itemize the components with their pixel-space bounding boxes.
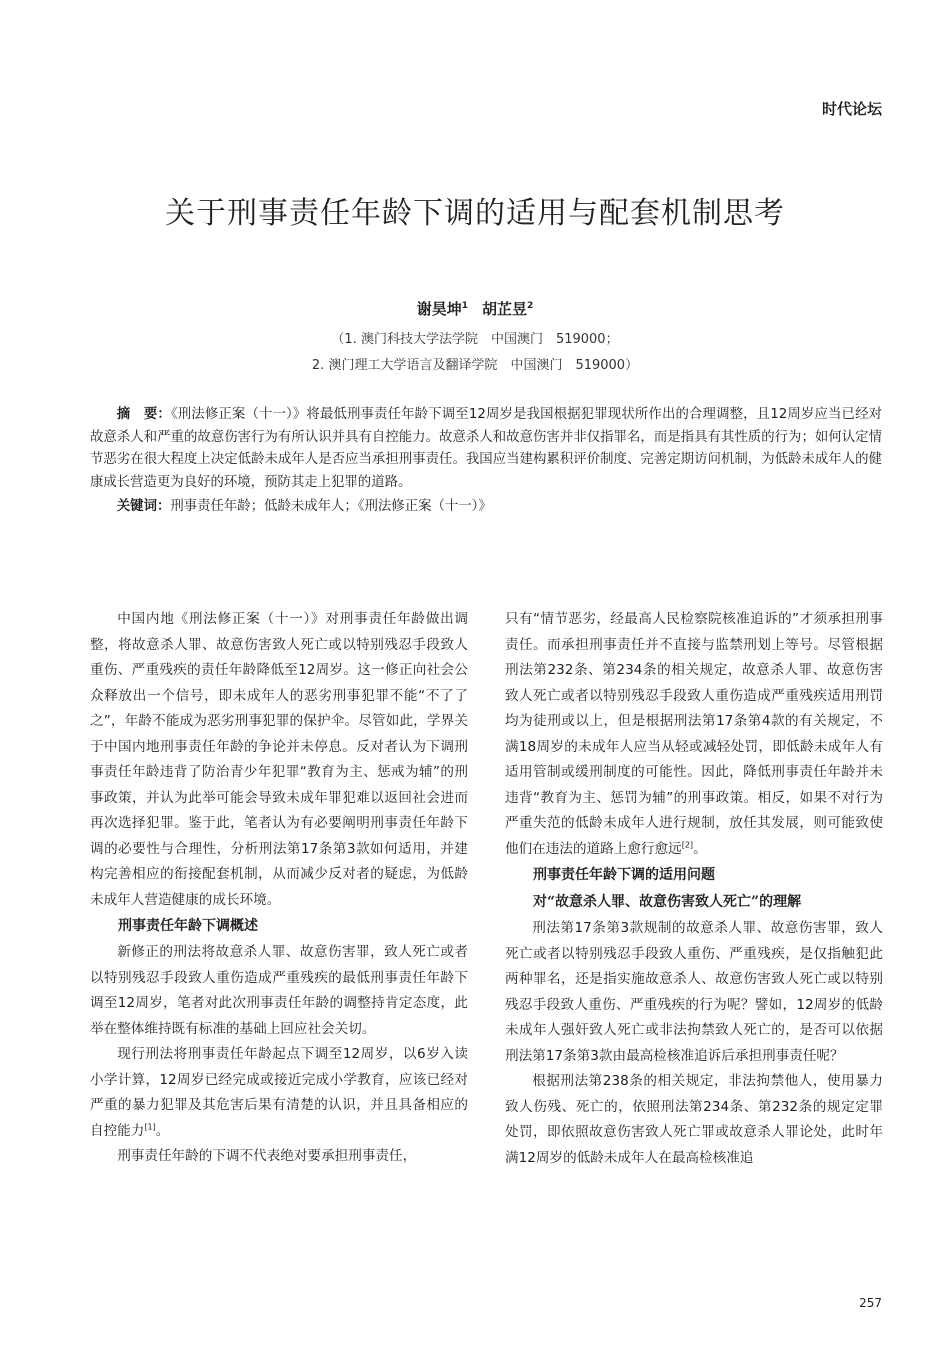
subsection-heading: 对“故意杀人罪、故意伤害致人死亡”的理解 bbox=[533, 894, 802, 910]
paragraph bbox=[90, 1042, 468, 1144]
body-column-left bbox=[90, 607, 468, 1170]
abstract-block bbox=[90, 404, 882, 519]
section-heading: 刑事责任年龄下调的适用问题 bbox=[533, 867, 715, 883]
keywords-text: 刑事责任年龄；低龄未成年人；《刑法修正案（十一）》 bbox=[170, 499, 492, 514]
paragraph: 新修正的刑法将故意杀人罪、故意伤害罪，致人死亡或者以特别残忍手段致人重伤造成严重残疾的最低刑事责任年龄下调至12周岁，笔者对此次刑事责任年龄的调整持肯定态度，此举在整体维持既有标准的基础上回应社会关切。 bbox=[90, 944, 468, 1037]
keywords-label: 关键词： bbox=[116, 499, 171, 514]
abstract-text: 《刑法修正案（十一）》将最低刑事责任年龄下调至12周岁是我国根据犯罪现状所作出的合理调整，且12周岁应当已经对故意杀人和严重的故意伤害行为有所认识并具有自控能力。故意杀人和故意伤害并非仅指罪名，而是指具有其性质的行为；如何认定情节恶劣在很大程度上决定低龄未成年人是否应当承担刑事责任。我国应当建构累积评价制度、完善定期访问机制，为低龄未成年人的健康成长营造更为良好的环境，预防其走上犯罪的道路。 bbox=[90, 407, 882, 490]
paragraph-end: 。 bbox=[693, 840, 707, 857]
paragraph bbox=[505, 607, 883, 862]
body-column-right bbox=[505, 607, 883, 1171]
author-2-affiliation-mark: 2 bbox=[527, 301, 534, 311]
paragraph: 刑事责任年龄的下调不代表绝对要承担刑事责任， bbox=[117, 1148, 417, 1164]
paragraph: 刑法第17条第3款规制的故意杀人罪、故意伤害罪，致人死亡或者以特别残忍手段致人重伤、严重残疾，是仅指触犯此两种罪名，还是指实施故意杀人、故意伤害致人死亡或以特别残忍手段致人重伤、严重残疾的行为呢？譬如，12周岁的低龄未成年人强奸致人死亡或非法拘禁致人死亡的，是否可以依据刑法第17条第3款由最高检核准追诉后承担刑事责任呢？ bbox=[505, 920, 883, 1064]
affiliation-1: （1. 澳门科技大学法学院 中国澳门 519000； bbox=[331, 332, 619, 347]
abstract bbox=[90, 404, 882, 494]
paragraph: 中国内地《刑法修正案（十一）》对刑事责任年龄做出调整，将故意杀人罪、故意伤害致人死亡或以特别残忍手段致人重伤、严重残疾的责任年龄降低至12周岁。这一修正向社会公众释放出一个信号，即未成年人的恶劣刑事犯罪不能“不了了之”，年龄不能成为恶劣刑事犯罪的保护伞。尽管如此，学界关于中国内地刑事责任年龄的争论并未停息。反对者认为下调刑事责任年龄违背了防治青少年犯罪“教育为主、惩戒为辅”的刑事政策，并认为此举可能会导致未成年罪犯难以返回社会进而再次选择犯罪。鉴于此，笔者认为有必要阐明刑事责任年龄下调的必要性与合理性，分析刑法第17条第3款如何适用，并建构完善相应的衔接配套机制，从而减少反对者的疑虑，为低龄未成年人营造健康的成长环境。 bbox=[90, 611, 468, 908]
citation-ref[interactable]: [1] bbox=[144, 1121, 156, 1131]
author-1-affiliation-mark: 1 bbox=[461, 301, 468, 311]
paragraph-text: 只有“情节恶劣，经最高人民检察院核准追诉的”才须承担刑事责任。而承担刑事责任并不直接与监禁刑划上等号。尽管根据刑法第232条、第234条的相关规定，故意杀人罪、故意伤害致人死亡或者以特别残忍手段致人重伤造成严重残疾适用刑罚均为徒刑或以上，但是根据刑法第17条第4款的有关规定，不满18周岁的未成年人应当从轻或减轻处罚，即低龄未成年人有适用管制或缓刑制度的可能性。因此，降低刑事责任年龄并未违背“教育为主、惩罚为辅”的刑事政策。相反，如果不对行为严重失范的低龄未成年人进行规制，放任其发展，则可能致使他们在违法的道路上愈行愈远 bbox=[505, 611, 883, 857]
keywords bbox=[90, 496, 882, 519]
paragraph-text: 现行刑法将刑事责任年龄起点下调至12周岁，以6岁入读小学计算，12周岁已经完成或接近完成小学教育，应该已经对严重的暴力犯罪及其危害后果有清楚的认识，并且具备相应的自控能力 bbox=[90, 1046, 468, 1139]
paragraph: 根据刑法第238条的相关规定，非法拘禁他人，使用暴力致人伤残、死亡的，依照刑法第234条、第232条的规定定罪处罚，即依照故意伤害致人死亡罪或故意杀人罪论处，此时年满12周岁的低龄未成年人在最高检核准追 bbox=[505, 1073, 883, 1166]
affiliation-2: 2. 澳门理工大学语言及翻译学院 中国澳门 519000） bbox=[311, 358, 639, 373]
page-number: 257 bbox=[859, 1296, 882, 1310]
author-2-name: 胡芷昱 bbox=[482, 300, 528, 318]
abstract-label: 摘 要： bbox=[116, 407, 171, 422]
paragraph-end: 。 bbox=[155, 1122, 170, 1139]
section-heading: 刑事责任年龄下调概述 bbox=[118, 918, 258, 934]
citation-ref[interactable]: [2] bbox=[681, 839, 694, 849]
author-line bbox=[0, 298, 950, 319]
section-tag: 时代论坛 bbox=[821, 100, 882, 118]
article-title: 关于刑事责任年龄下调的适用与配套机制思考 bbox=[165, 196, 785, 231]
author-1-name: 谢昊坤 bbox=[416, 300, 462, 318]
